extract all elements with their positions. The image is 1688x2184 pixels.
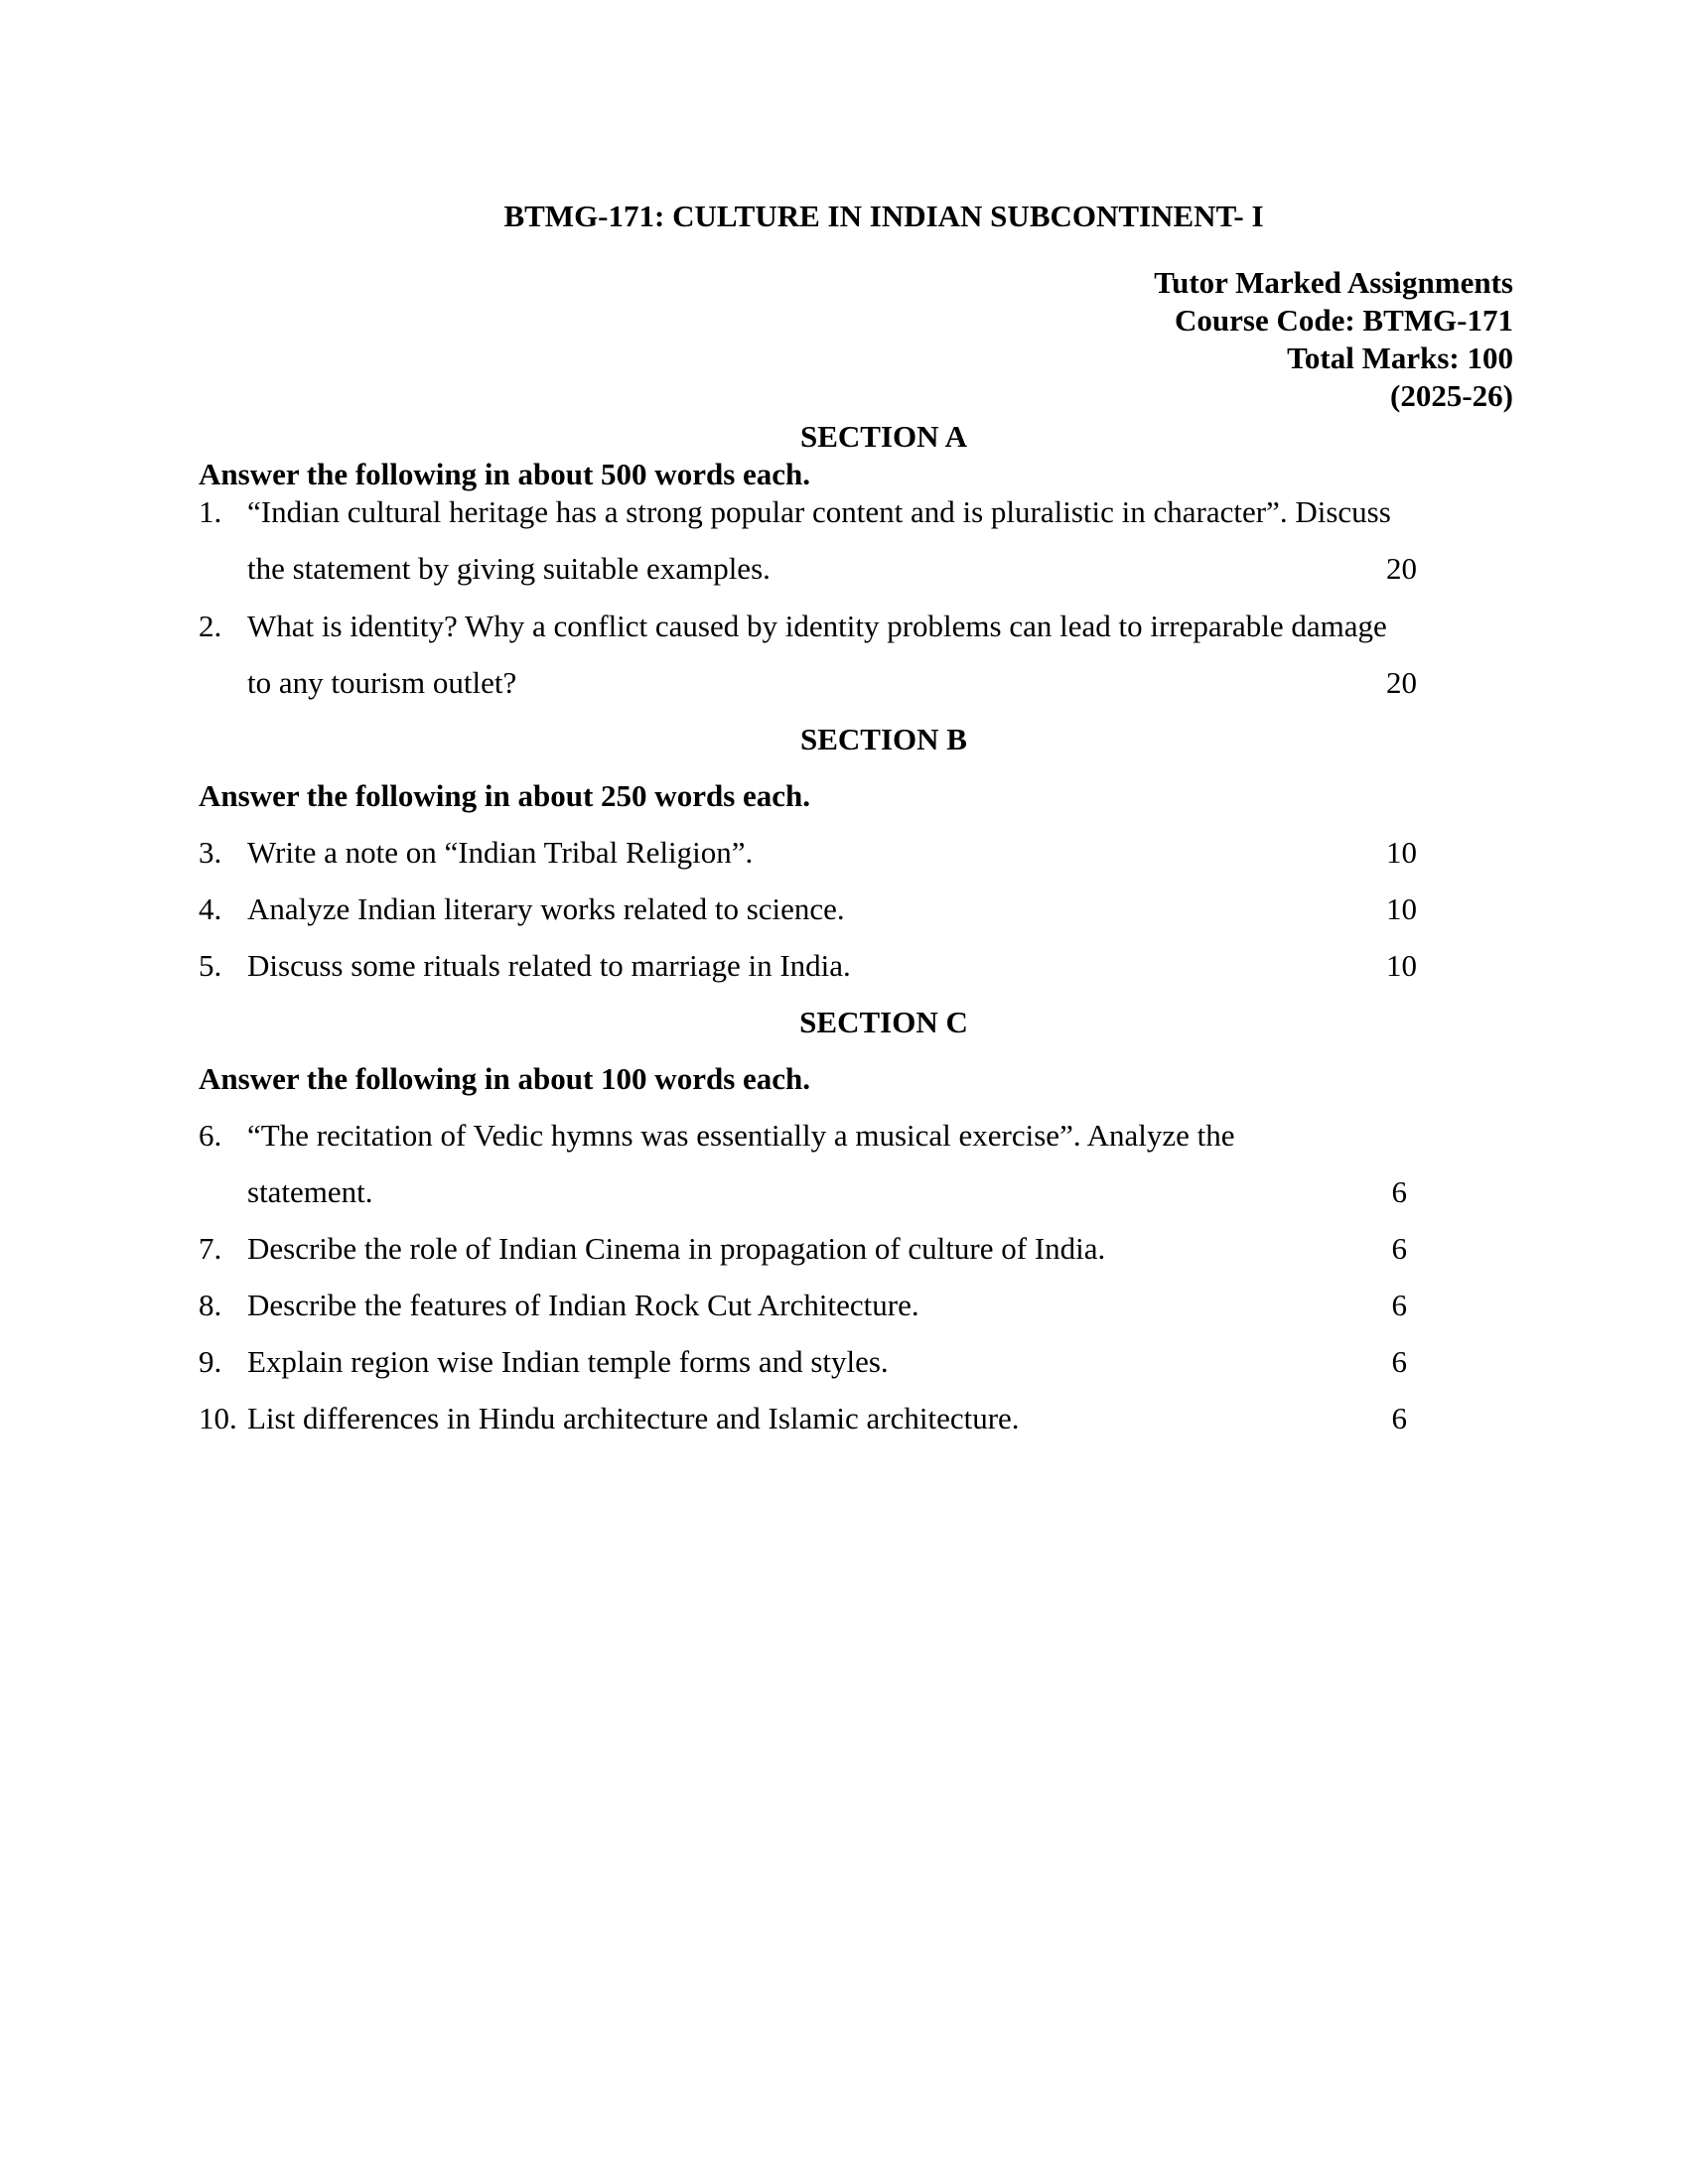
question-text-continued: the statement by giving suitable examples. <box>247 551 771 586</box>
question-number: 8. <box>199 1288 222 1322</box>
question-marks: 6 <box>1391 1344 1407 1379</box>
question-number: 1. <box>199 494 222 529</box>
meta-total-marks: Total Marks: 100 <box>1287 341 1513 375</box>
question-text: Analyze Indian literary works related to science. <box>247 891 845 926</box>
question-number: 7. <box>199 1231 222 1266</box>
assignment-meta <box>1154 264 1513 415</box>
question-marks: 10 <box>1386 948 1417 983</box>
question-number: 2. <box>199 609 222 643</box>
meta-session: (2025-26) <box>1390 378 1513 413</box>
question-number: 9. <box>199 1344 222 1379</box>
question-text: What is identity? Why a conflict caused by identity problems can lead to irreparable damage <box>247 609 1387 643</box>
meta-assignment-type: Tutor Marked Assignments <box>1154 265 1513 300</box>
question-marks: 6 <box>1391 1401 1407 1435</box>
section-b-instruction: Answer the following in about 250 words each. <box>199 778 811 813</box>
question-marks: 10 <box>1386 891 1417 926</box>
question-text: “The recitation of Vedic hymns was essentially a musical exercise”. Analyze the <box>247 1118 1235 1153</box>
section-a-instruction: Answer the following in about 500 words each. <box>199 457 811 491</box>
question-text-continued: to any tourism outlet? <box>247 665 517 700</box>
meta-course-code: Course Code: BTMG-171 <box>1175 303 1513 338</box>
section-c-instruction: Answer the following in about 100 words each. <box>199 1061 811 1096</box>
question-marks: 10 <box>1386 835 1417 870</box>
question-marks: 20 <box>1386 551 1417 586</box>
question-marks: 20 <box>1386 665 1417 700</box>
question-text: Discuss some rituals related to marriage in India. <box>247 948 851 983</box>
question-text: Describe the features of Indian Rock Cut Architecture. <box>247 1288 919 1322</box>
question-text: “Indian cultural heritage has a strong popular content and is pluralistic in character”. Discuss <box>247 494 1391 529</box>
question-number: 4. <box>199 891 222 926</box>
question-number: 10. <box>199 1401 237 1435</box>
question-text: Write a note on “Indian Tribal Religion”. <box>247 835 754 870</box>
question-text: Explain region wise Indian temple forms and styles. <box>247 1344 889 1379</box>
section-b-title: SECTION B <box>800 722 967 756</box>
page-title: BTMG-171: CULTURE IN INDIAN SUBCONTINENT- I <box>503 199 1264 233</box>
question-text-continued: statement. <box>247 1174 373 1209</box>
section-a-title: SECTION A <box>800 419 967 454</box>
question-marks: 6 <box>1391 1231 1407 1266</box>
question-marks: 6 <box>1391 1174 1407 1209</box>
question-number: 5. <box>199 948 222 983</box>
question-text: Describe the role of Indian Cinema in propagation of culture of India. <box>247 1231 1106 1266</box>
section-c-title: SECTION C <box>799 1005 968 1039</box>
question-number: 3. <box>199 835 222 870</box>
question-marks: 6 <box>1391 1288 1407 1322</box>
question-text: List differences in Hindu architecture and Islamic architecture. <box>247 1401 1020 1435</box>
question-number: 6. <box>199 1118 222 1153</box>
